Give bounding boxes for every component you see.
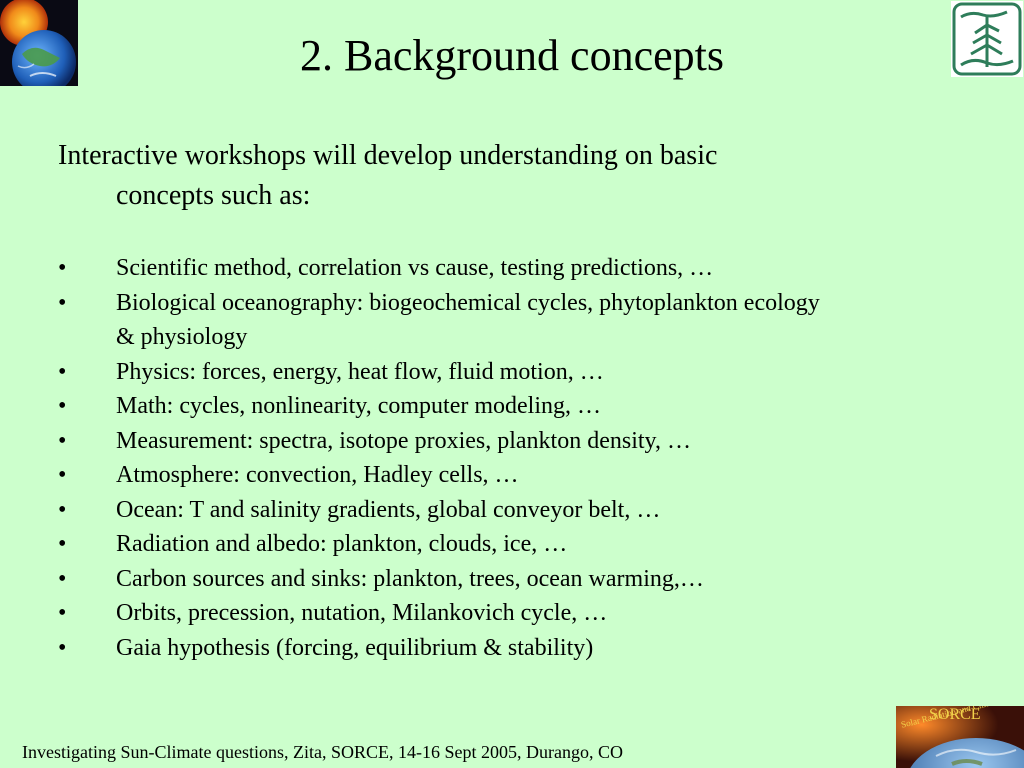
sorce-logo (896, 706, 1024, 768)
bullet-text: Biological oceanography: biogeochemical cycles, phytoplankton ecology (116, 289, 820, 316)
bullet-text: Ocean: T and salinity gradients, global conveyor belt, … (116, 496, 661, 523)
bullet-dot: • (58, 496, 67, 523)
bullet-item (58, 286, 968, 355)
bullet-dot: • (58, 634, 67, 661)
bullet-text: Carbon sources and sinks: plankton, trees, ocean warming,… (116, 565, 704, 592)
bullet-dot: • (58, 255, 67, 281)
bullet-item (58, 389, 968, 424)
bullet-item (58, 562, 968, 597)
bullet-text: Atmosphere: convection, Hadley cells, … (116, 462, 519, 488)
bullet-dot: • (58, 289, 67, 316)
bullet-list (58, 251, 968, 665)
intro-line-2: concepts such as: (116, 180, 311, 211)
bullet-item (58, 596, 968, 631)
bullet-item (58, 251, 968, 286)
bullet-text-continued: & physiology (116, 324, 248, 350)
intro-paragraph (58, 136, 938, 216)
bullet-item (58, 424, 968, 459)
bullet-item (58, 493, 968, 528)
bullet-text: Radiation and albedo: plankton, clouds, ice, … (116, 531, 568, 557)
bullet-text: Gaia hypothesis (forcing, equilibrium & stability) (116, 634, 594, 661)
bullet-text: Measurement: spectra, isotope proxies, plankton density, … (116, 427, 691, 454)
intro-line-1: Interactive workshops will develop understanding on basic (58, 140, 718, 171)
bullet-dot: • (58, 462, 67, 488)
bullet-item (58, 458, 968, 493)
bullet-dot: • (58, 427, 67, 454)
bullet-text: Scientific method, correlation vs cause, testing predictions, … (116, 255, 714, 281)
bullet-dot: • (58, 393, 67, 419)
bullet-text: Physics: forces, energy, heat flow, fluid motion, … (116, 358, 604, 385)
bullet-dot: • (58, 600, 67, 626)
bullet-dot: • (58, 531, 67, 557)
bullet-item (58, 527, 968, 562)
slide-title: 2. Background concepts (300, 31, 724, 80)
slide-footer: Investigating Sun-Climate questions, Zita, SORCE, 14-16 Sept 2005, Durango, CO (22, 742, 623, 762)
bullet-dot: • (58, 358, 67, 385)
bullet-item (58, 631, 968, 666)
bullet-text: Math: cycles, nonlinearity, computer modeling, … (116, 393, 601, 419)
bullet-text: Orbits, precession, nutation, Milankovich cycle, … (116, 600, 608, 626)
bullet-item (58, 355, 968, 390)
sorce-logo-title: SORCE (929, 706, 981, 723)
bullet-dot: • (58, 565, 67, 592)
